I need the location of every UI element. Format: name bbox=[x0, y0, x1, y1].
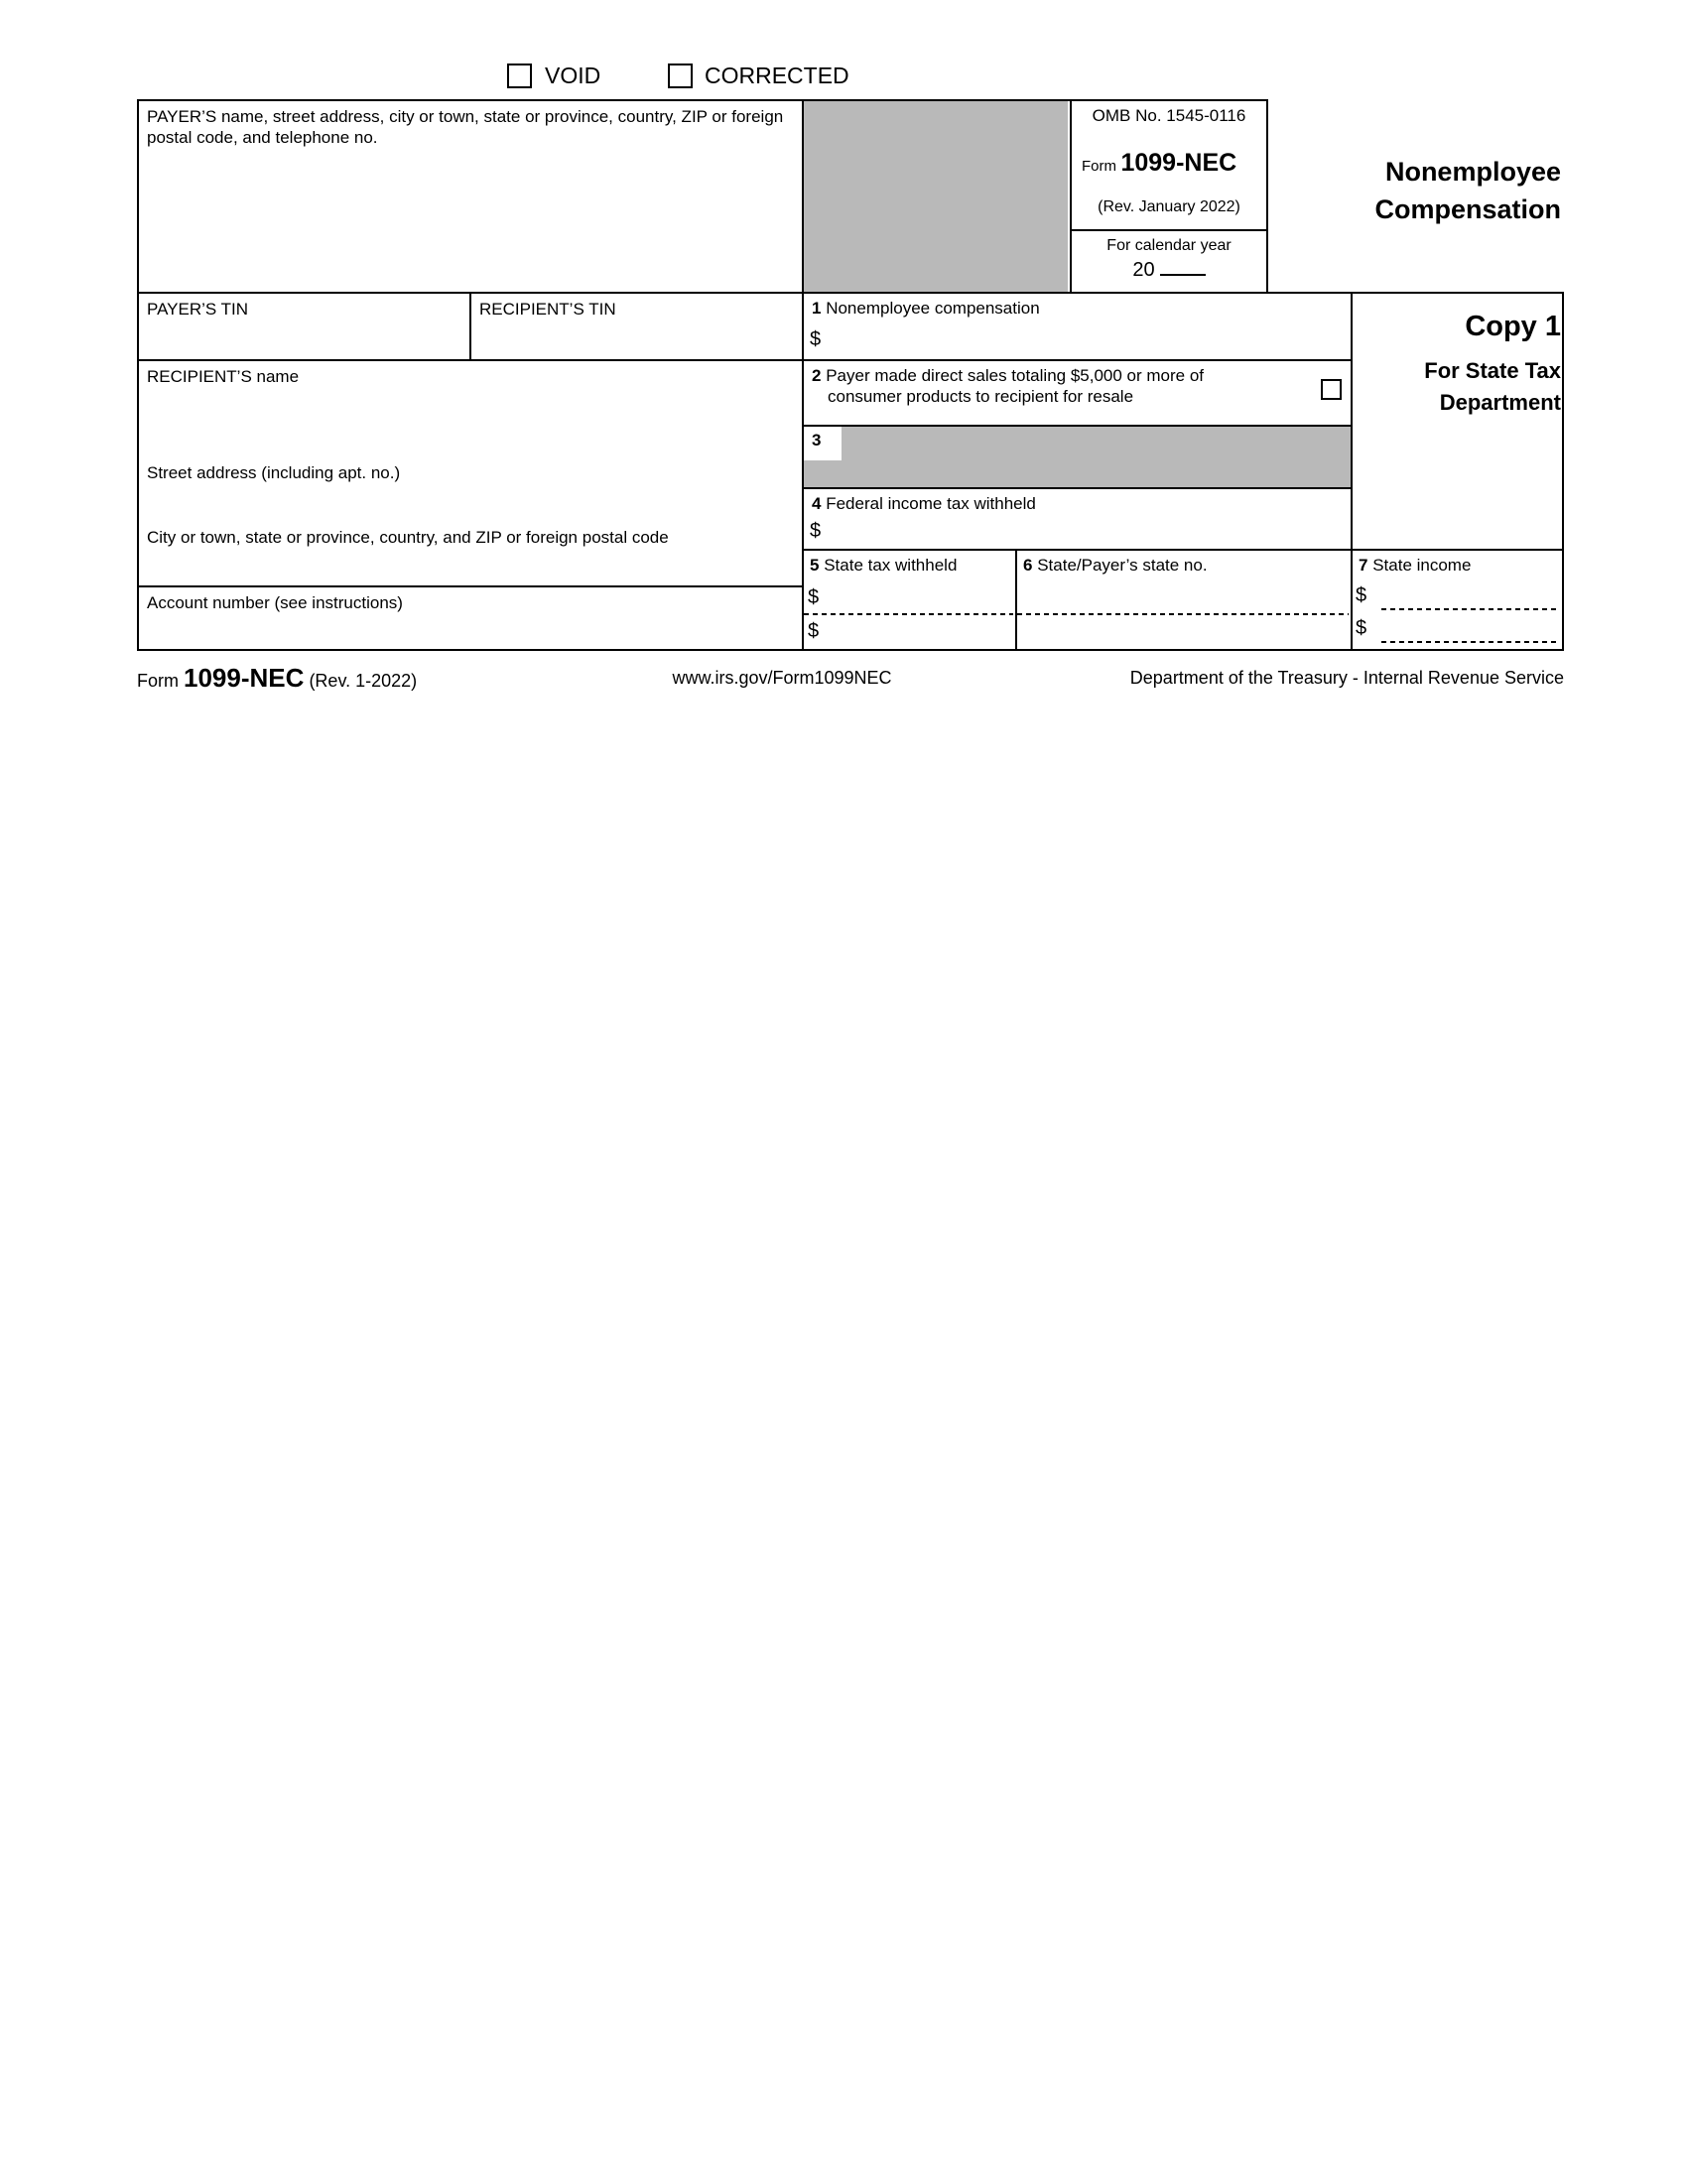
box4-number: 4 bbox=[812, 494, 822, 513]
box1-number: 1 bbox=[812, 299, 822, 318]
payers-tin-label: PAYER’S TIN bbox=[147, 300, 249, 319]
copy-recipient-line1: For State Tax bbox=[1424, 358, 1561, 383]
footer-revision: (Rev. 1-2022) bbox=[309, 671, 418, 691]
copy-recipient-line2: Department bbox=[1439, 389, 1561, 415]
box5-label: 5 State tax withheld bbox=[810, 556, 958, 575]
footer-form-word: Form bbox=[137, 671, 179, 691]
box2-label: 2 Payer made direct sales totaling $5,000 or more of consumer products to recipient for resale bbox=[812, 366, 1205, 407]
footer-form-id bbox=[137, 663, 417, 694]
form-title bbox=[1351, 154, 1561, 229]
box7-dollar-sign-2: $ bbox=[1356, 617, 1367, 639]
box6-number: 6 bbox=[1023, 556, 1033, 575]
copy-label: Copy 1 bbox=[1465, 311, 1561, 342]
recipients-name-label: RECIPIENT’S name bbox=[147, 367, 300, 386]
city-label: City or town, state or province, country, and ZIP or foreign postal code bbox=[147, 528, 669, 547]
row-divider bbox=[137, 359, 1353, 361]
box7-dashed-line-1 bbox=[1381, 608, 1560, 610]
omb-divider bbox=[1070, 229, 1268, 231]
void-checkbox[interactable] bbox=[507, 64, 532, 88]
footer-department: Department of the Treasury - Internal Revenue Service bbox=[1129, 668, 1564, 688]
form-title-line1: Nonemployee bbox=[1384, 157, 1561, 187]
column-divider bbox=[802, 99, 804, 651]
calendar-year-label: For calendar year bbox=[1106, 237, 1232, 254]
box3-number-notch bbox=[804, 427, 842, 460]
account-number-divider bbox=[137, 585, 804, 587]
box7-label: 7 State income bbox=[1359, 556, 1472, 575]
form-border-right bbox=[1562, 292, 1564, 651]
form-number-block bbox=[1082, 149, 1236, 178]
box5-box6-divider bbox=[1015, 549, 1017, 651]
box5-dollar-sign-2: $ bbox=[808, 620, 820, 642]
box4-dollar-sign: $ bbox=[810, 520, 822, 542]
corrected-checkbox[interactable] bbox=[668, 64, 693, 88]
payer-info-label: PAYER’S name, street address, city or town, state or province, country, ZIP or foreign postal code, and telephone no. bbox=[147, 107, 784, 148]
revision-label: (Rev. January 2022) bbox=[1098, 198, 1240, 215]
box2-number: 2 bbox=[812, 366, 822, 385]
row-divider bbox=[802, 425, 1353, 427]
copy-area-divider bbox=[1351, 292, 1353, 651]
calendar-year-entry bbox=[1070, 259, 1268, 282]
row-divider bbox=[802, 549, 1564, 551]
box3-number: 3 bbox=[812, 431, 822, 450]
calendar-year-blank[interactable] bbox=[1160, 260, 1206, 276]
box5-dollar-sign-1: $ bbox=[808, 586, 820, 608]
box4-label: 4 Federal income tax withheld bbox=[812, 494, 1036, 513]
box7-number: 7 bbox=[1359, 556, 1368, 575]
form-title-line2: Compensation bbox=[1374, 193, 1561, 224]
box5-number: 5 bbox=[810, 556, 820, 575]
box1-dollar-sign: $ bbox=[810, 328, 822, 350]
form-number: 1099-NEC bbox=[1120, 149, 1237, 177]
header-gray-area bbox=[804, 101, 1068, 292]
footer-form-number: 1099-NEC bbox=[184, 663, 305, 693]
box1-label: 1 Nonemployee compensation bbox=[812, 299, 1040, 318]
account-number-label: Account number (see instructions) bbox=[147, 593, 403, 612]
copy-recipient bbox=[1351, 355, 1561, 419]
box7-dashed-line-2 bbox=[1381, 641, 1560, 643]
box6-label: 6 State/Payer’s state no. bbox=[1023, 556, 1208, 575]
footer-url: www.irs.gov/Form1099NEC bbox=[672, 668, 892, 688]
box2-checkbox[interactable] bbox=[1321, 379, 1342, 400]
street-address-label: Street address (including apt. no.) bbox=[147, 463, 401, 482]
box6-dashed-divider bbox=[1017, 613, 1349, 615]
box3-reserved-gray-area bbox=[804, 427, 1351, 487]
box5-dashed-divider bbox=[804, 613, 1013, 615]
box3-label bbox=[812, 430, 821, 450]
void-label: VOID bbox=[545, 63, 601, 88]
box7-dollar-sign-1: $ bbox=[1356, 584, 1367, 606]
tin-divider bbox=[469, 292, 471, 361]
recipients-tin-label: RECIPIENT’S TIN bbox=[479, 300, 616, 319]
form-border-top bbox=[137, 99, 1268, 101]
corrected-label: CORRECTED bbox=[705, 63, 849, 88]
row-divider bbox=[802, 487, 1353, 489]
omb-number: OMB No. 1545-0116 bbox=[1092, 106, 1246, 125]
form-word: Form bbox=[1082, 158, 1116, 175]
form-border-left bbox=[137, 99, 139, 651]
calendar-year-prefix: 20 bbox=[1132, 259, 1155, 281]
